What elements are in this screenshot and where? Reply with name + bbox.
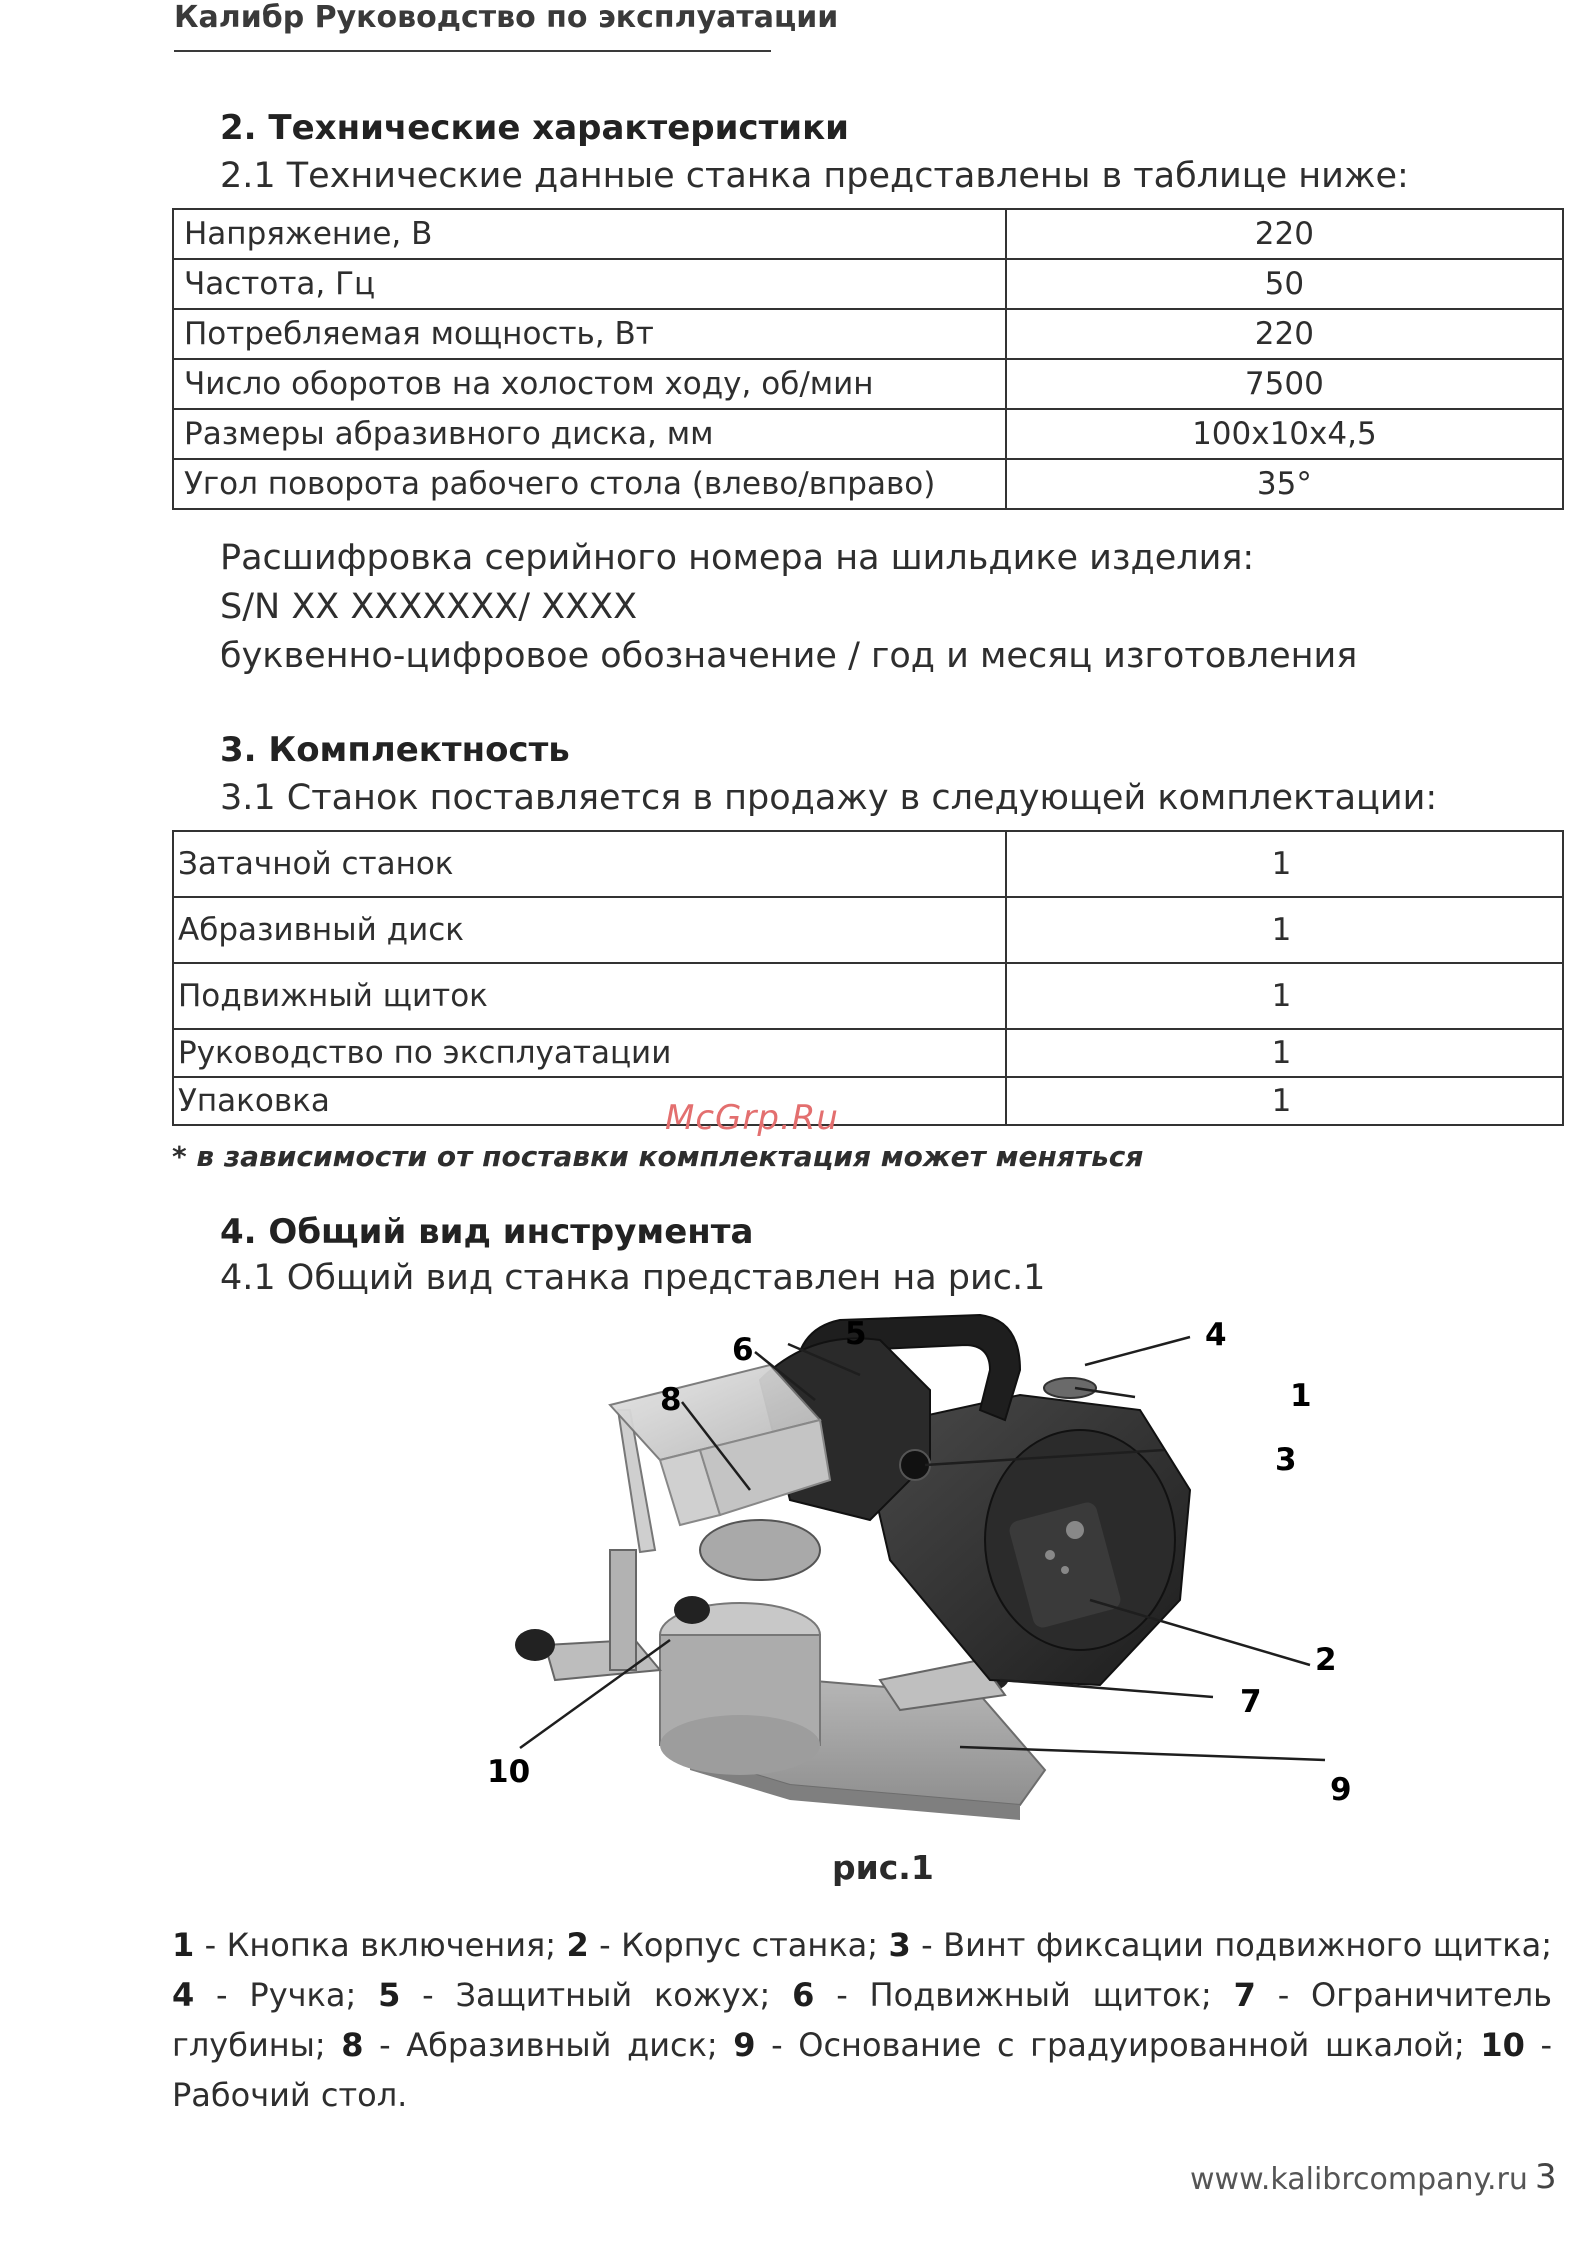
serial-format: S/N XX XXXXXXX/ XXXX xyxy=(220,587,638,627)
spec-label: Размеры абразивного диска, мм xyxy=(173,409,1006,459)
section2-intro: 2.1 Технические данные станка представлены в таблице ниже: xyxy=(220,156,1409,196)
legend-num: 6 xyxy=(792,1976,815,2014)
legend-num: 4 xyxy=(172,1976,195,2014)
callout-2: 2 xyxy=(1315,1642,1337,1678)
callout-10: 10 xyxy=(487,1754,531,1790)
kit-table xyxy=(172,830,1564,1126)
table-row xyxy=(173,359,1563,409)
section3-intro: 3.1 Станок поставляется в продажу в следующей комплектации: xyxy=(220,778,1438,818)
section2-heading: 2. Технические характеристики xyxy=(220,108,849,148)
kit-item-qty: 1 xyxy=(1006,1029,1563,1077)
legend-text: - Защитный кожух; xyxy=(400,1976,793,2014)
legend-num: 7 xyxy=(1233,1976,1256,2014)
legend-text: - Корпус станка; xyxy=(588,1926,889,1964)
legend-text: - Ограничитель глубины; xyxy=(172,1976,1553,2064)
spec-value: 35° xyxy=(1006,459,1563,509)
callout-3: 3 xyxy=(1275,1442,1297,1478)
section4-heading: 4. Общий вид инструмента xyxy=(220,1212,754,1252)
footer-url: www.kalibrcompany.ru xyxy=(1190,2162,1528,2197)
kit-item-label: Упаковка xyxy=(173,1077,1006,1125)
watermark: McGrp.Ru xyxy=(665,1098,839,1138)
kit-footnote: * в зависимости от поставки комплектация может меняться xyxy=(172,1140,1144,1173)
legend-num: 10 xyxy=(1480,2026,1525,2064)
table-row xyxy=(173,831,1563,897)
callout-1: 1 xyxy=(1290,1378,1312,1414)
legend-text: - Винт фиксации подвижного щитка; xyxy=(910,1926,1553,1964)
spec-label: Потребляемая мощность, Вт xyxy=(173,309,1006,359)
spec-value: 220 xyxy=(1006,309,1563,359)
table-row xyxy=(173,409,1563,459)
legend-num: 1 xyxy=(172,1926,195,1964)
table-row xyxy=(173,897,1563,963)
callout-7: 7 xyxy=(1240,1684,1262,1720)
section4-intro: 4.1 Общий вид станка представлен на рис.1 xyxy=(220,1258,1046,1298)
kit-item-label: Руководство по эксплуатации xyxy=(173,1029,1006,1077)
figure-legend xyxy=(172,1920,1552,2120)
legend-num: 2 xyxy=(566,1926,589,1964)
legend-text: - Рабочий стол. xyxy=(172,2026,1553,2114)
spec-label: Угол поворота рабочего стола (влево/вправо) xyxy=(173,459,1006,509)
spec-label: Частота, Гц xyxy=(173,259,1006,309)
serial-description: буквенно-цифровое обозначение / год и месяц изготовления xyxy=(220,636,1358,676)
legend-num: 8 xyxy=(341,2026,364,2064)
callout-8: 8 xyxy=(660,1382,682,1418)
table-row xyxy=(173,259,1563,309)
table-row xyxy=(173,1029,1563,1077)
kit-item-qty: 1 xyxy=(1006,831,1563,897)
spec-value: 50 xyxy=(1006,259,1563,309)
spec-value: 7500 xyxy=(1006,359,1563,409)
figure-caption: рис.1 xyxy=(832,1848,934,1887)
table-row xyxy=(173,1077,1563,1125)
running-header: Калибр Руководство по эксплуатации xyxy=(174,0,839,35)
table-row xyxy=(173,963,1563,1029)
table-row xyxy=(173,209,1563,259)
legend-text: - Подвижный щиток; xyxy=(814,1976,1234,2014)
legend-num: 9 xyxy=(733,2026,756,2064)
spec-label: Число оборотов на холостом ходу, об/мин xyxy=(173,359,1006,409)
legend-text: - Кнопка включения; xyxy=(194,1926,567,1964)
kit-item-label: Затачной станок xyxy=(173,831,1006,897)
kit-item-qty: 1 xyxy=(1006,1077,1563,1125)
callout-6: 6 xyxy=(732,1332,754,1368)
callout-5: 5 xyxy=(845,1316,867,1352)
section3-heading: 3. Комплектность xyxy=(220,730,570,770)
kit-item-qty: 1 xyxy=(1006,963,1563,1029)
specs-table xyxy=(172,208,1564,510)
kit-item-label: Подвижный щиток xyxy=(173,963,1006,1029)
page-number: 3 xyxy=(1535,2157,1557,2197)
legend-num: 3 xyxy=(888,1926,911,1964)
callout-4: 4 xyxy=(1205,1317,1227,1353)
serial-intro: Расшифровка серийного номера на шильдике изделия: xyxy=(220,538,1255,578)
callout-9: 9 xyxy=(1330,1772,1352,1808)
table-row xyxy=(173,459,1563,509)
spec-value: 100х10х4,5 xyxy=(1006,409,1563,459)
spec-label: Напряжение, В xyxy=(173,209,1006,259)
legend-text: - Ручка; xyxy=(194,1976,379,2014)
machine-figure xyxy=(460,1300,1390,1880)
table-row xyxy=(173,309,1563,359)
spec-value: 220 xyxy=(1006,209,1563,259)
legend-num: 5 xyxy=(378,1976,401,2014)
kit-item-qty: 1 xyxy=(1006,897,1563,963)
header-divider xyxy=(174,50,771,52)
kit-item-label: Абразивный диск xyxy=(173,897,1006,963)
legend-text: - Абразивный диск; xyxy=(363,2026,734,2064)
legend-text: - Основание с градуированной шкалой; xyxy=(755,2026,1481,2064)
